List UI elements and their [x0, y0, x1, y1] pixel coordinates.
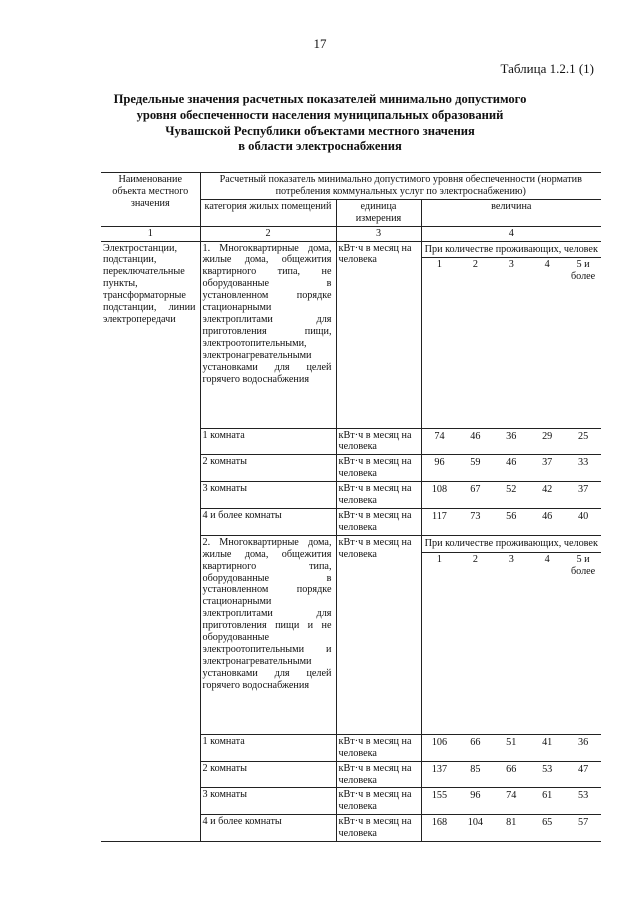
- value-grid: [422, 510, 602, 523]
- table-title: [90, 92, 550, 155]
- value: 85: [470, 763, 481, 775]
- unit-cell: кВт·ч в месяц на человека: [336, 428, 421, 455]
- norms-table: [101, 172, 601, 842]
- value: 41: [542, 736, 553, 748]
- title-line: Чувашской Республики объектами местного значения: [165, 123, 475, 138]
- title-line: Предельные значения расчетных показателей минимально допустимого: [113, 92, 527, 106]
- unit-cell: кВт·ч в месяц на человека: [336, 761, 421, 788]
- room-count: 4 и более комнаты: [200, 815, 336, 842]
- title-line: уровня обеспеченности населения муниципальных образований: [136, 107, 504, 122]
- persons-caption: При количестве проживающих, человек: [424, 537, 598, 549]
- object-name: Электростанции, подстанции, переключательные пункты, трансформаторные подстанции, линии электропередачи: [101, 241, 200, 842]
- value: 53: [577, 790, 589, 802]
- value-grid: [422, 816, 602, 829]
- category-description: 1. Многоквартирные дома, жилые дома, общежития квартирного типа, не оборудованные в установленном порядке стационарными электроплитами для приготовления пищи, электроотопительными, электронагревательными установками для целей горячего водоснабжения: [200, 241, 336, 428]
- value-grid: [422, 456, 602, 469]
- header-value: величина: [421, 199, 601, 226]
- value: 117: [432, 510, 447, 522]
- room-count: 1 комната: [200, 734, 336, 761]
- value: 51: [506, 736, 517, 748]
- value-cell: [421, 455, 601, 482]
- value-cell: [421, 482, 601, 509]
- value: 59: [470, 457, 481, 469]
- value-grid: [422, 763, 602, 776]
- value-cell: [421, 508, 601, 535]
- value: 67: [470, 484, 481, 496]
- header-category: категория жилых помещений: [200, 199, 336, 226]
- value: 106: [431, 736, 448, 748]
- persons-count: 2: [472, 553, 478, 565]
- header-object: Наименование объекта местного значения: [101, 173, 200, 227]
- value: 37: [542, 457, 553, 469]
- value: 74: [434, 430, 445, 442]
- persons-count: 1: [436, 553, 442, 565]
- value-grid: [422, 430, 602, 443]
- unit-cell: кВт·ч в месяц на человека: [336, 455, 421, 482]
- value-grid: [422, 483, 602, 496]
- value: 74: [506, 790, 517, 802]
- unit-cell: кВт·ч в месяц на человека: [336, 508, 421, 535]
- value-cell: [421, 815, 601, 842]
- header-num: 3: [336, 226, 421, 241]
- value-cell: [421, 761, 601, 788]
- value: 155: [431, 790, 448, 802]
- header-num: 4: [421, 226, 601, 241]
- header-indicator: Расчетный показатель минимально допустимого уровня обеспеченности (норматив потребления коммунальных услуг по электроснабжению): [200, 173, 601, 200]
- persons-count: 5 и более: [570, 553, 596, 577]
- persons-count: 5 и более: [570, 259, 596, 283]
- value: 56: [506, 510, 517, 522]
- value: 65: [542, 817, 553, 829]
- value-grid: [422, 736, 602, 749]
- value: 33: [577, 457, 589, 469]
- value: 66: [506, 763, 517, 775]
- value: 104: [467, 817, 483, 829]
- value: 137: [431, 763, 448, 775]
- value: 36: [506, 430, 517, 442]
- room-count: 2 комнаты: [200, 455, 336, 482]
- value: 96: [470, 790, 481, 802]
- header-num: 2: [200, 226, 336, 241]
- title-line: в области электроснабжения: [238, 139, 402, 154]
- unit-cell: кВт·ч в месяц на человека: [336, 734, 421, 761]
- unit-cell: кВт·ч в месяц на человека: [336, 241, 421, 428]
- value: 81: [506, 817, 517, 829]
- category-description: 2. Многоквартирные дома, жилые дома, общежития квартирного типа, оборудованные в установленном порядке стационарными электроплитами для приготовления пищи и не оборудованные электроотопительными и электронагревательными установками для целей горячего водоснабжения: [200, 535, 336, 734]
- value: 73: [470, 510, 481, 522]
- persons-count: 1: [436, 259, 442, 271]
- value: 96: [434, 457, 445, 469]
- unit-cell: кВт·ч в месяц на человека: [336, 535, 421, 734]
- value: 29: [542, 430, 553, 442]
- persons-count: 4: [544, 553, 550, 565]
- persons-header-cell: [421, 241, 601, 428]
- room-count: 3 комнаты: [200, 482, 336, 509]
- unit-cell: кВт·ч в месяц на человека: [336, 788, 421, 815]
- value: 36: [577, 736, 589, 748]
- persons-count: 4: [544, 259, 550, 271]
- unit-cell: кВт·ч в месяц на человека: [336, 815, 421, 842]
- value: 168: [431, 817, 448, 829]
- value: 66: [470, 736, 481, 748]
- persons-count-grid: [422, 552, 602, 578]
- table-body: [101, 241, 601, 842]
- table-row: [101, 241, 601, 428]
- header-num: 1: [101, 226, 200, 241]
- value-cell: [421, 788, 601, 815]
- value: 37: [577, 484, 589, 496]
- persons-count: 2: [472, 259, 478, 271]
- persons-count: 3: [508, 553, 514, 565]
- header-unit: единица измерения: [336, 199, 421, 226]
- value: 61: [542, 790, 553, 802]
- room-count: 1 комната: [200, 428, 336, 455]
- value: 47: [577, 763, 589, 775]
- persons-count-grid: [422, 257, 602, 283]
- page-number: 17: [313, 36, 327, 51]
- value: 40: [577, 510, 589, 522]
- unit-cell: кВт·ч в месяц на человека: [336, 482, 421, 509]
- value: 46: [506, 457, 517, 469]
- value-grid: [422, 789, 602, 802]
- value: 53: [542, 763, 553, 775]
- table-reference: Таблица 1.2.1 (1): [500, 61, 594, 76]
- value: 52: [506, 484, 517, 496]
- persons-caption: При количестве проживающих, человек: [424, 243, 598, 255]
- room-count: 2 комнаты: [200, 761, 336, 788]
- persons-header-cell: [421, 535, 601, 734]
- room-count: 4 и более комнаты: [200, 508, 336, 535]
- persons-count: 3: [508, 259, 514, 271]
- value: 46: [542, 510, 553, 522]
- value: 42: [542, 484, 553, 496]
- value: 57: [577, 817, 589, 829]
- value: 25: [577, 430, 589, 442]
- room-count: 3 комнаты: [200, 788, 336, 815]
- value: 108: [431, 484, 448, 496]
- value-cell: [421, 734, 601, 761]
- value: 46: [470, 430, 481, 442]
- value-cell: [421, 428, 601, 455]
